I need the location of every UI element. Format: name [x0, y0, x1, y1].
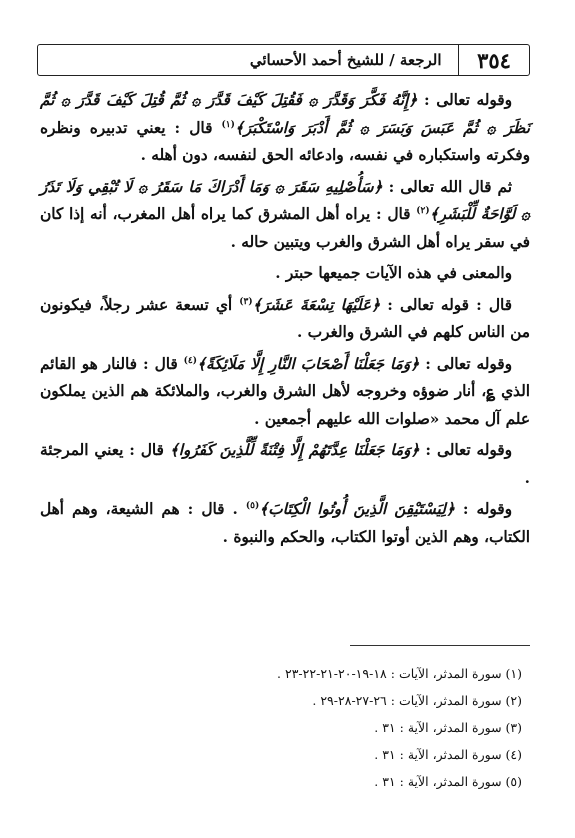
quran-verse: ﴿سَأُصْلِيهِ سَقَرَ ۞ وَمَا أَدْرَاكَ مَا سَقَرُ ۞ لَا تُبْقِي وَلَا تَذَرُ ۞ لَوَّاحَةٌ لِّلْبَشَرِ﴾: [40, 177, 530, 223]
paragraph-tail: قال : يعني تدبيره ونظره وفكرته واستكباره في نفسه، وادعائه الحق لنفسه، دون أهله .: [40, 118, 530, 164]
paragraph: [40, 437, 530, 492]
footnote-item: (٥) سورة المدثر، الآية : ٣١ .: [374, 774, 522, 789]
running-title: الرجعة / للشيخ أحمد الأحسائي: [249, 51, 442, 69]
footnote-item: (٢) سورة المدثر، الآيات : ٢٦-٢٧-٢٨-٢٩ .: [312, 693, 522, 708]
footnote-separator: [350, 645, 530, 646]
paragraph-tail: قال : يعني المرجئة .: [40, 441, 530, 487]
paragraph: [40, 87, 530, 170]
paragraph-lead: ثم قال الله تعالى :: [382, 177, 512, 196]
paragraph-lead: وقوله تعالى :: [417, 91, 513, 109]
page-header: [37, 44, 530, 76]
footnotes: [40, 660, 530, 795]
footnote-marker: (١): [221, 119, 235, 130]
paragraph-tail: أي تسعة عشر رجلاً، فيكونون من الناس كلهم في الشرق والغرب .: [40, 295, 530, 341]
quran-verse: ﴿إِنَّهُ فَكَّرَ وَقَدَّرَ ۞ فَقُتِلَ كَيْفَ قَدَّرَ ۞ ثُمَّ قُتِلَ كَيْفَ قَدَّرَ ۞ ثُمَّ نَظَرَ ۞ ثُمَّ عَبَسَ وَبَسَرَ ۞ ثُمَّ أَدْبَرَ وَاسْتَكْبَرَ﴾: [40, 91, 530, 137]
footnote-marker: (٢): [416, 205, 430, 216]
page-number: ٣٥٤: [477, 47, 511, 73]
body-text: [40, 87, 530, 555]
quran-verse: ﴿وَمَا جَعَلْنَا عِدَّتَهُمْ إِلَّا فِتْنَةً لِّلَّذِينَ كَفَرُوا﴾: [169, 441, 420, 459]
footnote-marker: (٤): [183, 355, 198, 366]
paragraph-tail: قال : فالنار هو القائم الذي ؏، أنار ضوؤه وخروجه لأهل الشرق والغرب، والملائكة هم الذين يملكون علم آل محمد «صلوات الله عليهم أجمعين .: [40, 354, 530, 428]
paragraph: [40, 292, 530, 347]
paragraph-lead: والمعنى في هذه الآيات جميعها حبتر .: [275, 264, 512, 282]
paragraph: [40, 351, 530, 434]
paragraph-lead: وقوله تعالى :: [419, 441, 513, 459]
footnote-item: (٤) سورة المدثر، الآية : ٣١ .: [374, 747, 522, 762]
paragraph: [40, 174, 530, 257]
paragraph-tail: قال : يراه أهل المشرق كما يراه أهل المغرب، أنه إذا كان في سقر يراه أهل الشرق والغرب ويتبين حاله .: [40, 205, 530, 251]
quran-verse: ﴿وَمَا جَعَلْنَا أَصْحَابَ النَّارِ إِلَّا مَلَائِكَةً﴾: [197, 354, 420, 373]
paragraph-lead: وقوله تعالى :: [419, 354, 512, 373]
paragraph-tail: . قال : هم الشيعة، وهم أهل الكتاب، وهم الذين أوتوا الكتاب، والحكم والنبوة .: [40, 500, 530, 546]
footnote-marker: (٥): [245, 500, 260, 511]
footnote-item: (٣) سورة المدثر، الآية : ٣١ .: [374, 720, 522, 735]
paragraph: [40, 496, 530, 551]
quran-verse: ﴿لِيَسْتَيْقِنَ الَّذِينَ أُوتُوا الْكِتَابَ﴾: [259, 500, 455, 518]
quran-verse: ﴿عَلَيْهَا تِسْعَةَ عَشَرَ﴾: [252, 295, 381, 314]
paragraph-lead: وقوله :: [454, 500, 513, 518]
footnote-marker: (٣): [239, 296, 253, 307]
paragraph: [40, 260, 530, 288]
paragraph-lead: قال : قوله تعالى :: [380, 295, 512, 314]
footnote-item: (١) سورة المدثر، الآيات : ١٨-١٩-٢٠-٢١-٢٢-٢٣ .: [277, 666, 522, 681]
header-divider: [458, 45, 460, 75]
